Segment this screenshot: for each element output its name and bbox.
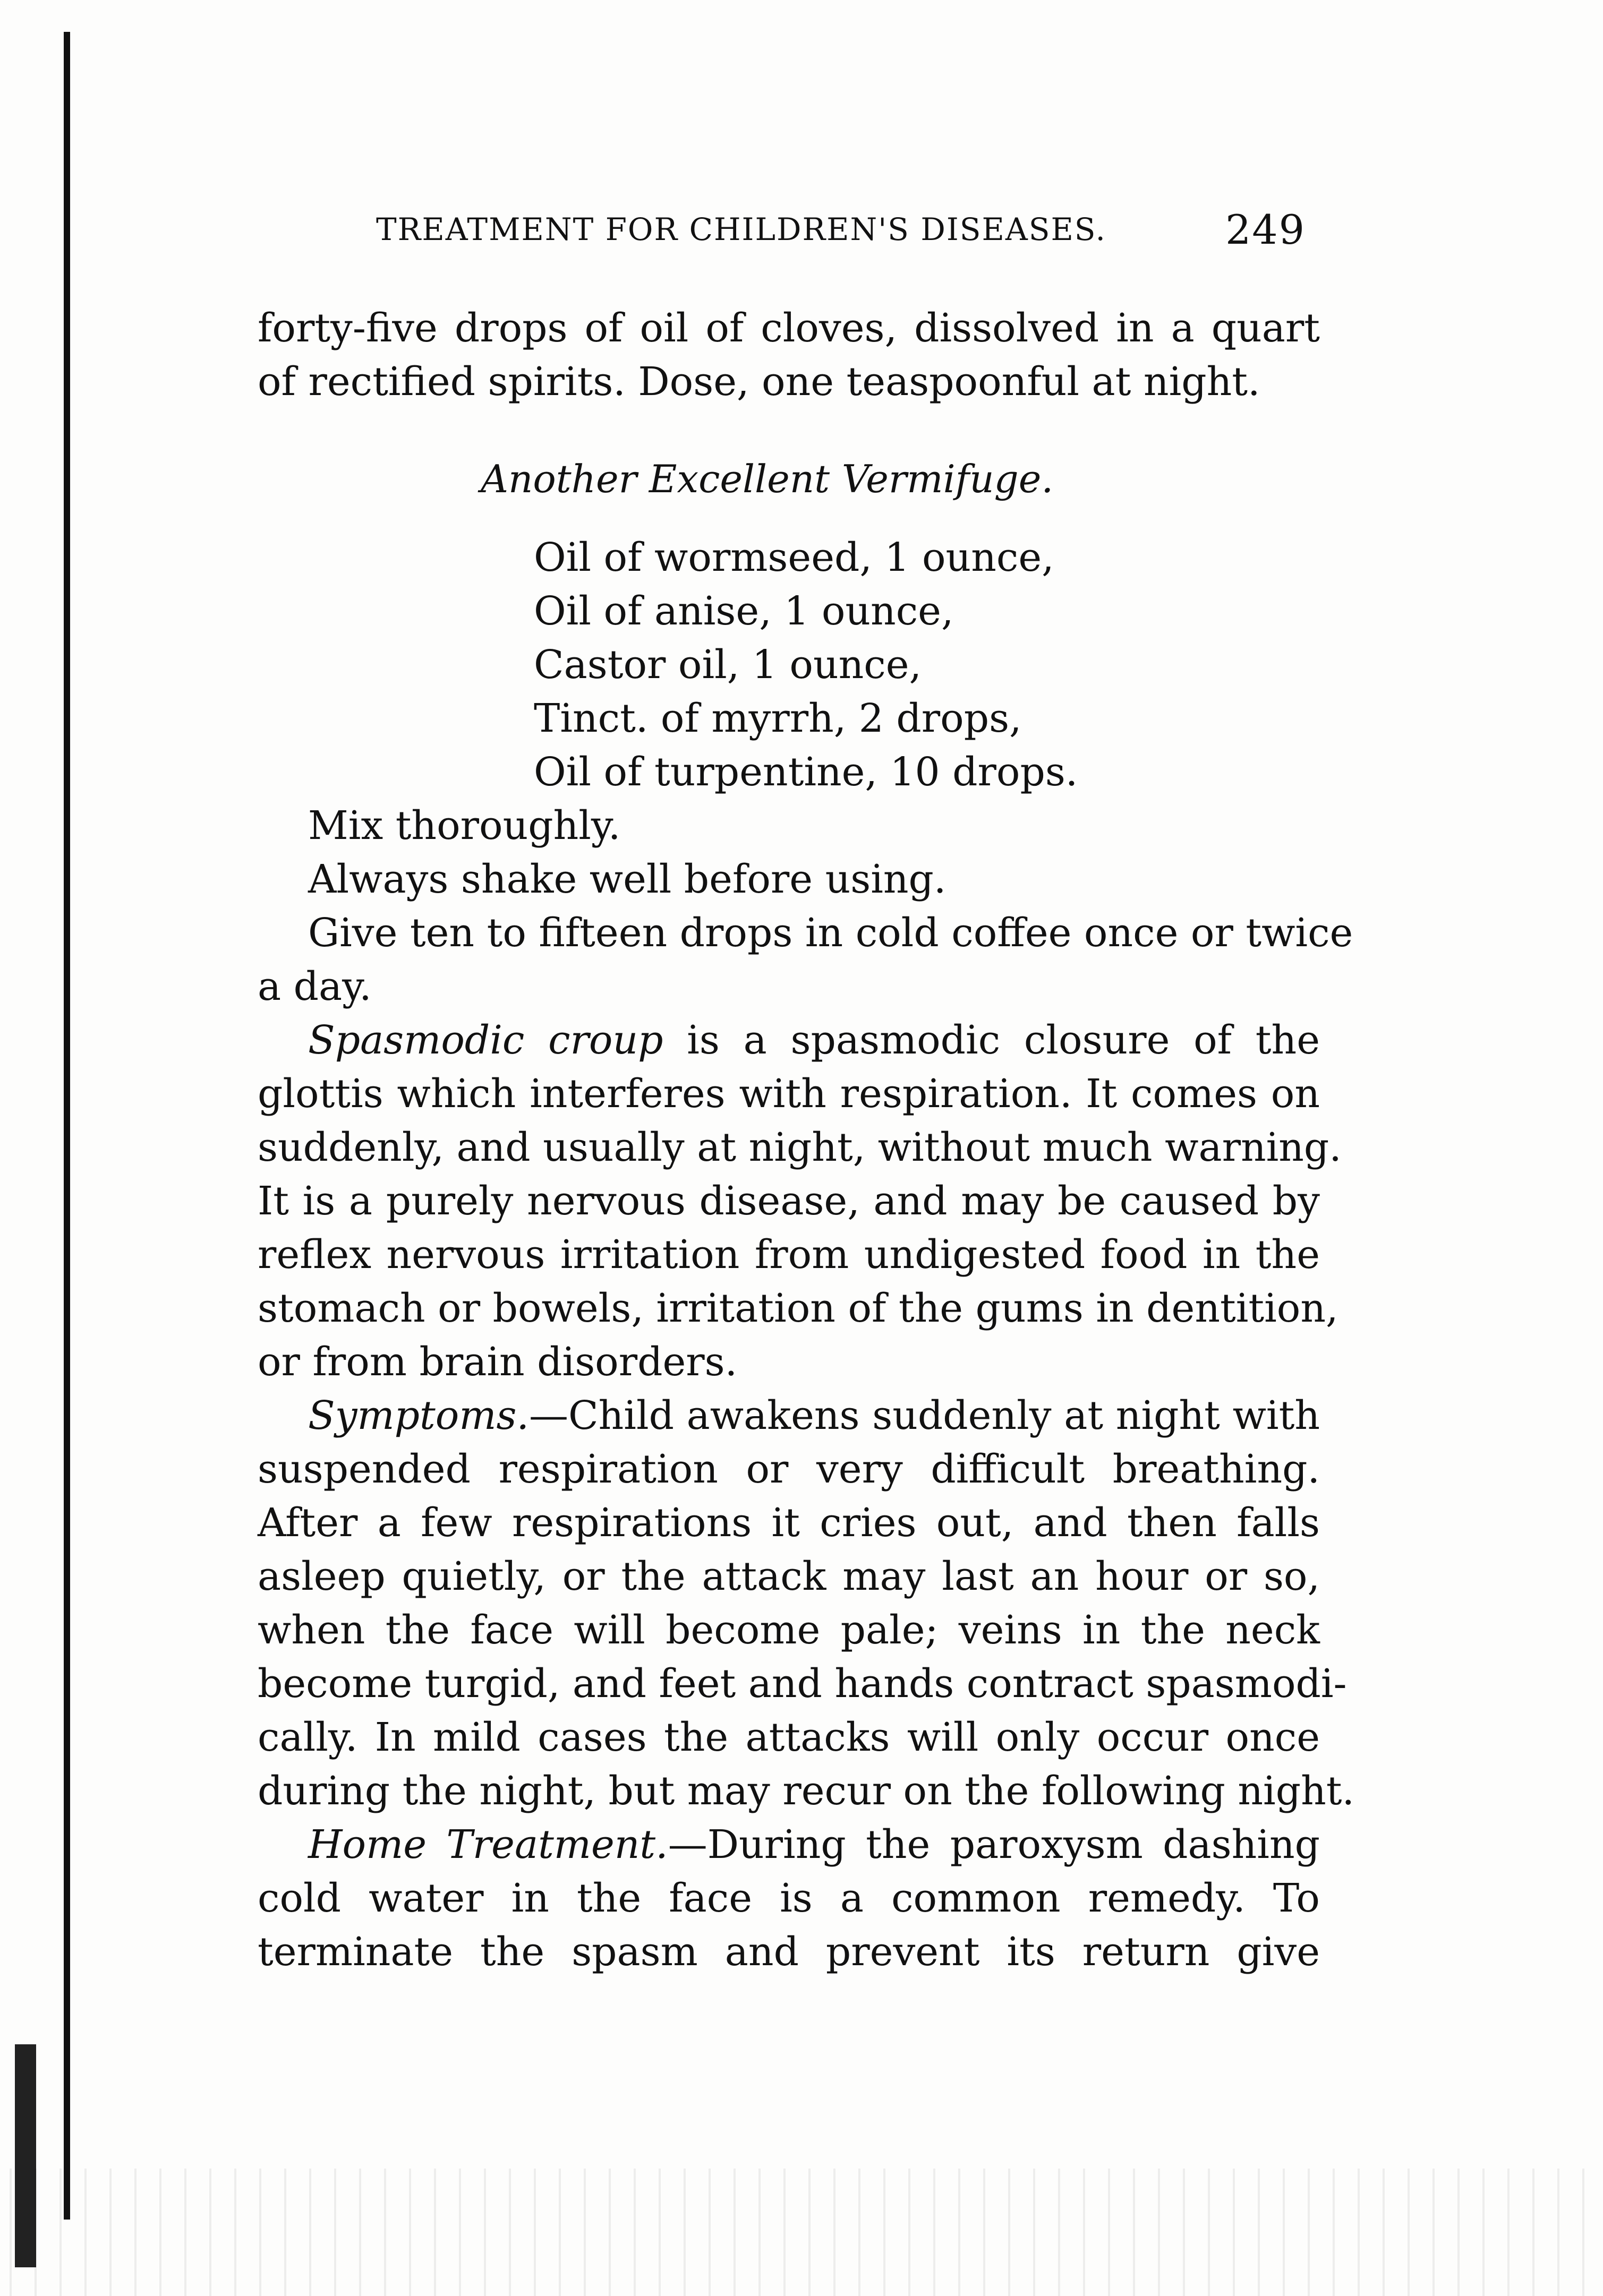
home-treatment-line-1 <box>308 1818 1320 1872</box>
home-treatment-line-3: terminate the spasm and prevent its return give <box>258 1929 1320 1975</box>
croup-line-1-rest: is a spasmodic closure of the <box>663 1017 1320 1063</box>
croup-line-4: It is a purely nervous disease, and may be caused by <box>258 1178 1320 1224</box>
ingredient-5: Oil of turpentine, 10 drops. <box>534 749 1078 795</box>
croup-line-3: suddenly, and usually at night, without much warning. <box>258 1125 1342 1170</box>
symptoms-line-1-rest: —Child awakens suddenly at night with <box>529 1393 1320 1438</box>
header-title: TREATMENT FOR CHILDREN'S DISEASES. <box>376 211 1106 247</box>
recipe-heading: Another Excellent Vermifuge. <box>481 457 1054 501</box>
home-treatment-term: Home Treatment. <box>308 1822 668 1867</box>
symptoms-term: Symptoms. <box>308 1393 529 1438</box>
croup-line-1 <box>308 1014 1320 1067</box>
dose-line-1: Give ten to fifteen drops in cold coffee once or twice <box>308 910 1353 956</box>
intro-line-2: of rectified spirits. Dose, one teaspoonful at night. <box>258 359 1260 405</box>
symptoms-line-1 <box>308 1389 1320 1443</box>
running-header <box>376 206 1306 253</box>
mix-instruction: Mix thoroughly. <box>308 803 621 849</box>
ingredient-4: Tinct. of myrrh, 2 drops, <box>534 696 1022 741</box>
croup-line-6: stomach or bowels, irritation of the gums in dentition, <box>258 1286 1338 1331</box>
scan-noise <box>0 2169 1603 2296</box>
ingredient-2: Oil of anise, 1 ounce, <box>534 588 954 634</box>
croup-line-5: reflex nervous irritation from undigested food in the <box>258 1232 1320 1278</box>
home-treatment-line-1-rest: —During the paroxysm dashing <box>668 1822 1320 1867</box>
symptoms-line-2: suspended respiration or very difficult breathing. <box>258 1446 1320 1492</box>
symptoms-line-4: asleep quietly, or the attack may last an hour or so, <box>258 1554 1320 1599</box>
symptoms-line-6: become turgid, and feet and hands contract spasmodi- <box>258 1661 1347 1707</box>
dose-line-2: a day. <box>258 964 372 1009</box>
symptoms-line-7: cally. In mild cases the attacks will only occur once <box>258 1715 1320 1760</box>
binding-edge <box>64 32 70 2220</box>
croup-line-2: glottis which interferes with respiration. It comes on <box>258 1071 1320 1117</box>
symptoms-line-8: during the night, but may recur on the following night. <box>258 1768 1354 1814</box>
symptoms-line-5: when the face will become pale; veins in the neck <box>258 1607 1320 1653</box>
croup-line-7: or from brain disorders. <box>258 1339 738 1385</box>
home-treatment-line-2: cold water in the face is a common remedy. To <box>258 1875 1320 1921</box>
page-number: 249 <box>1225 206 1306 253</box>
shake-instruction: Always shake well before using. <box>308 856 947 902</box>
intro-line-1: forty-five drops of oil of cloves, dissolved in a quart <box>258 305 1320 351</box>
croup-term: Spasmodic croup <box>308 1017 663 1063</box>
ingredient-1: Oil of wormseed, 1 ounce, <box>534 535 1054 580</box>
ingredient-3: Castor oil, 1 ounce, <box>534 642 922 688</box>
symptoms-line-3: After a few respirations it cries out, and then falls <box>258 1500 1320 1546</box>
